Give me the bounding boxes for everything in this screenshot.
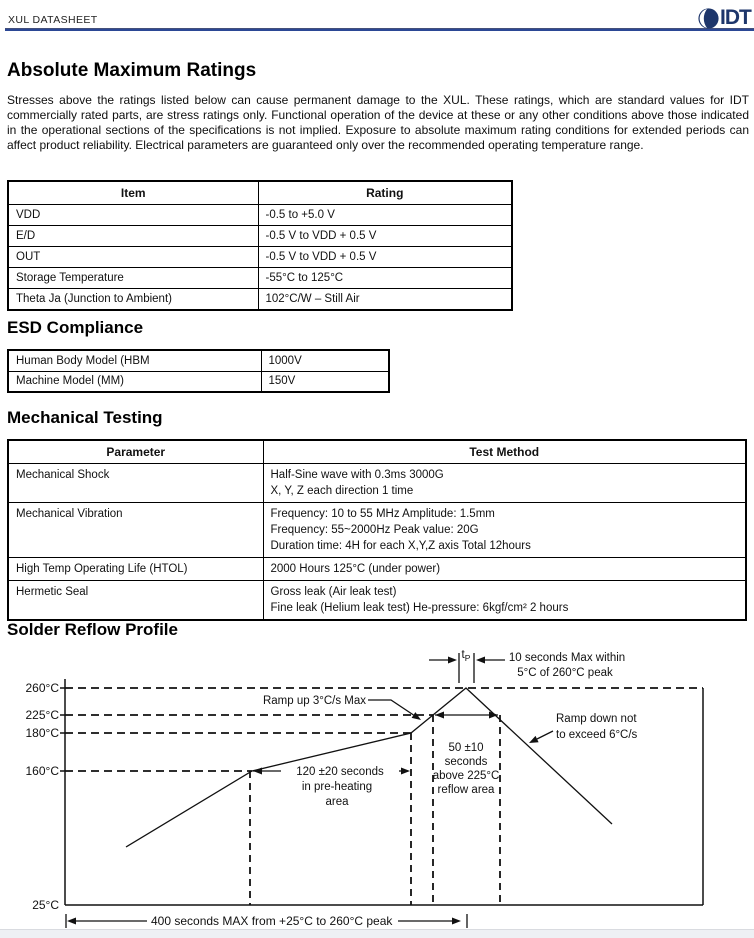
method-line: Gross leak (Air leak test) <box>270 586 397 598</box>
y-axis-label-25: 25°C <box>32 898 59 912</box>
rating-cell: -0.5 V to VDD + 0.5 V <box>258 247 512 268</box>
table-row <box>8 371 389 392</box>
column-header-test-method: Test Method <box>263 440 746 464</box>
method-line: X, Y, Z each direction 1 time <box>270 485 414 497</box>
mechanical-testing-table <box>7 439 747 621</box>
ramp-down-leader-line <box>537 731 553 739</box>
table-row <box>8 350 389 371</box>
right-arrowhead-icon <box>452 918 461 925</box>
method-line: 2000 Hours 125°C (under power) <box>270 563 441 575</box>
y-axis-label-260: 260°C <box>25 681 59 695</box>
rating-cell: -0.5 to +5.0 V <box>258 205 512 226</box>
idt-logo-icon <box>698 9 719 26</box>
y-axis-label-180: 180°C <box>25 726 59 740</box>
method-line: Half-Sine wave with 0.3ms 3000G <box>270 469 444 481</box>
right-arrowhead-icon <box>489 712 498 719</box>
table-row <box>8 558 746 581</box>
section-title-esd-compliance: ESD Compliance <box>7 318 144 337</box>
preheat-note-line3: area <box>325 796 349 808</box>
table-row <box>8 226 512 247</box>
rating-cell: -0.5 V to VDD + 0.5 V <box>258 226 512 247</box>
model-cell: Human Body Model (HBM <box>8 350 261 371</box>
left-arrowhead-icon <box>253 768 262 775</box>
left-arrowhead-icon <box>67 918 76 925</box>
value-cell: 1000V <box>261 350 389 371</box>
column-header-parameter: Parameter <box>8 440 263 464</box>
ramp-down-label-line2: to exceed 6°C/s <box>556 729 638 741</box>
ramp-down-label-line1: Ramp down not <box>556 713 637 725</box>
esd-compliance-table <box>7 349 390 393</box>
method-line: Frequency: 10 to 55 MHz Amplitude: 1.5mm <box>270 508 495 520</box>
parameter-cell: High Temp Operating Life (HTOL) <box>8 558 263 581</box>
test-method-cell <box>263 581 746 621</box>
total-time-label: 400 seconds MAX from +25°C to 260°C peak <box>151 914 393 928</box>
absolute-maximum-ratings-table <box>7 180 513 311</box>
parameter-cell: Mechanical Shock <box>8 464 263 503</box>
item-cell: OUT <box>8 247 258 268</box>
y-axis-label-225: 225°C <box>25 708 59 722</box>
table-header-row <box>8 181 512 205</box>
section-title-solder-reflow-profile: Solder Reflow Profile <box>7 620 178 639</box>
tp-label: $t_P$ <box>461 649 471 663</box>
table-row <box>8 464 746 503</box>
table-row <box>8 247 512 268</box>
idt-logo <box>698 6 754 30</box>
page-header <box>0 0 754 31</box>
header-rule <box>5 28 754 31</box>
test-method-cell <box>263 503 746 558</box>
y-axis-label-160: 160°C <box>25 764 59 778</box>
table-row <box>8 503 746 558</box>
method-line: Duration time: 4H for each X,Y,Z axis Total 12hours <box>270 540 531 552</box>
item-cell: VDD <box>8 205 258 226</box>
right-arrowhead-icon <box>448 657 457 664</box>
item-cell: Storage Temperature <box>8 268 258 289</box>
rating-cell: -55°C to 125°C <box>258 268 512 289</box>
item-cell: E/D <box>8 226 258 247</box>
solder-reflow-profile-diagram <box>0 645 754 929</box>
parameter-cell: Mechanical Vibration <box>8 503 263 558</box>
model-cell: Machine Model (MM) <box>8 371 261 392</box>
section-title-mechanical-testing: Mechanical Testing <box>7 408 163 427</box>
test-method-cell <box>263 464 746 503</box>
right-arrowhead-icon <box>401 768 410 775</box>
parameter-cell: Hermetic Seal <box>8 581 263 621</box>
preheat-note-line1: 120 ±20 seconds <box>296 766 384 778</box>
table-row <box>8 268 512 289</box>
rating-cell: 102°C/W – Still Air <box>258 289 512 310</box>
ramp-up-label: Ramp up 3°C/s Max <box>262 695 366 707</box>
peak-duration-note-line1: 10 seconds Max within <box>508 652 626 664</box>
table-row <box>8 581 746 621</box>
item-cell: Theta Ja (Junction to Ambient) <box>8 289 258 310</box>
peak-duration-note-line2: 5°C of 260°C peak <box>517 667 613 679</box>
down-right-arrowhead-icon <box>412 712 421 720</box>
absolute-maximum-ratings-intro: Stresses above the ratings listed below can cause permanent damage to the XUL. These ratings, which are standard values for IDT commercially rated parts, are stress ratings only. Functional operation of the device at these or any other conditions above those indicated in the operational sections of the specifications is not implied. Exposure to absolute maximum rating conditions for extended periods can affect product reliability. Electrical parameters are guaranteed only over the recommended operating temperature range. <box>7 93 749 152</box>
reflow-area-note-line1: 50 ±10 <box>448 742 484 754</box>
method-line: Fine leak (Helium leak test) He-pressure: 6kgf/cm² 2 hours <box>270 602 569 614</box>
reflow-area-note-line3: above 225°C <box>432 770 500 782</box>
preheat-note-line2: in pre-heating <box>301 781 373 793</box>
section-title-absolute-maximum-ratings: Absolute Maximum Ratings <box>7 60 257 81</box>
column-header-rating: Rating <box>258 181 512 205</box>
reflow-area-note-line2: seconds <box>444 756 488 768</box>
table-row <box>8 205 512 226</box>
method-line: Frequency: 55~2000Hz Peak value: 20G <box>270 524 479 536</box>
column-header-item: Item <box>8 181 258 205</box>
table-header-row <box>8 440 746 464</box>
idt-logo-text: IDT <box>720 6 751 29</box>
test-method-cell <box>263 558 746 581</box>
down-left-arrowhead-icon <box>529 736 539 743</box>
reflow-area-note-line4: reflow area <box>437 784 495 796</box>
value-cell: 150V <box>261 371 389 392</box>
left-arrowhead-icon <box>476 657 485 664</box>
header-title: XUL DATASHEET <box>8 14 98 26</box>
ramp-up-leader-line <box>368 700 414 715</box>
page-bottom-strip <box>0 929 754 938</box>
table-row <box>8 289 512 310</box>
